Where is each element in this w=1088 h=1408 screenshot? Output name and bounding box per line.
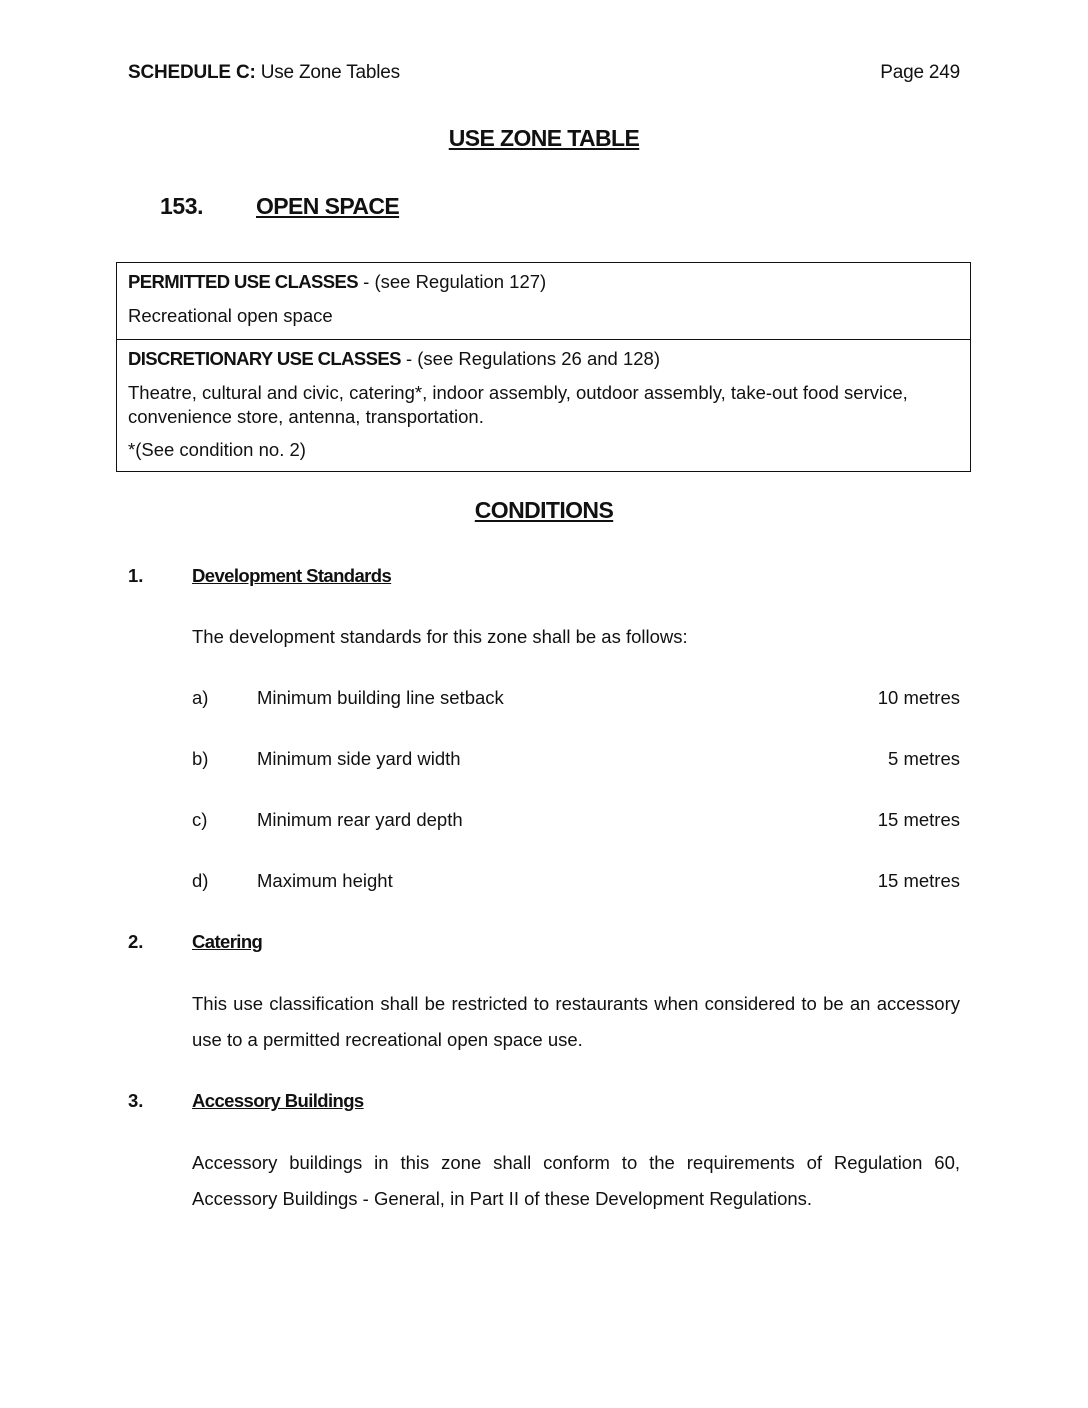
condition-heading: Accessory Buildings [192, 1090, 364, 1111]
discretionary-heading: DISCRETIONARY USE CLASSES [128, 348, 401, 369]
standard-value: 15 metres [877, 809, 960, 830]
discretionary-heading-row [128, 347, 660, 371]
standard-label: Minimum building line setback [257, 687, 504, 708]
schedule-label: SCHEDULE C: [128, 62, 256, 83]
schedule-subtitle: Use Zone Tables [255, 62, 400, 83]
standard-letter: a) [192, 687, 209, 708]
condition-number: 3. [128, 1090, 144, 1111]
permitted-heading: PERMITTED USE CLASSES [128, 271, 358, 292]
permitted-reference: - (see Regulation 127) [358, 271, 547, 292]
standard-value: 5 metres [888, 748, 960, 769]
section-number: 153. [160, 193, 204, 219]
standard-letter: d) [192, 870, 209, 891]
standard-letter: c) [192, 809, 208, 830]
discretionary-reference: - (see Regulations 26 and 128) [400, 348, 660, 369]
permitted-uses: Recreational open space [128, 305, 333, 326]
standard-value: 10 metres [877, 687, 960, 708]
conditions-title: CONDITIONS [474, 497, 614, 523]
use-classes-table [116, 262, 971, 472]
condition-text: This use classification shall be restricted to restaurants when considered to be an accessory use to a permitted recreational open space use. [192, 993, 960, 1050]
condition-number: 2. [128, 931, 144, 952]
document-title: USE ZONE TABLE [448, 125, 640, 151]
discretionary-uses: Theatre, cultural and civic, catering*, indoor assembly, outdoor assembly, take-out food service, convenience store, antenna, transportation. [128, 382, 908, 427]
condition-heading: Development Standards [192, 565, 392, 586]
condition-heading: Catering [192, 931, 263, 952]
condition-text: The development standards for this zone shall be as follows: [192, 626, 688, 647]
condition-text: Accessory buildings in this zone shall conform to the requirements of Regulation 60, Accessory Buildings - General, in Part II of these Development Regulations. [192, 1152, 960, 1209]
standard-label: Maximum height [257, 870, 393, 891]
permitted-heading-row [128, 270, 546, 294]
standard-label: Minimum rear yard depth [257, 809, 463, 830]
standard-value: 15 metres [877, 870, 960, 891]
discretionary-note: *(See condition no. 2) [128, 439, 306, 460]
condition-number: 1. [128, 565, 144, 586]
page-number: Page 249 [880, 62, 960, 83]
standard-label: Minimum side yard width [257, 748, 461, 769]
table-divider [117, 339, 970, 340]
standard-letter: b) [192, 748, 209, 769]
section-title: OPEN SPACE [256, 193, 400, 219]
running-header [128, 62, 400, 84]
